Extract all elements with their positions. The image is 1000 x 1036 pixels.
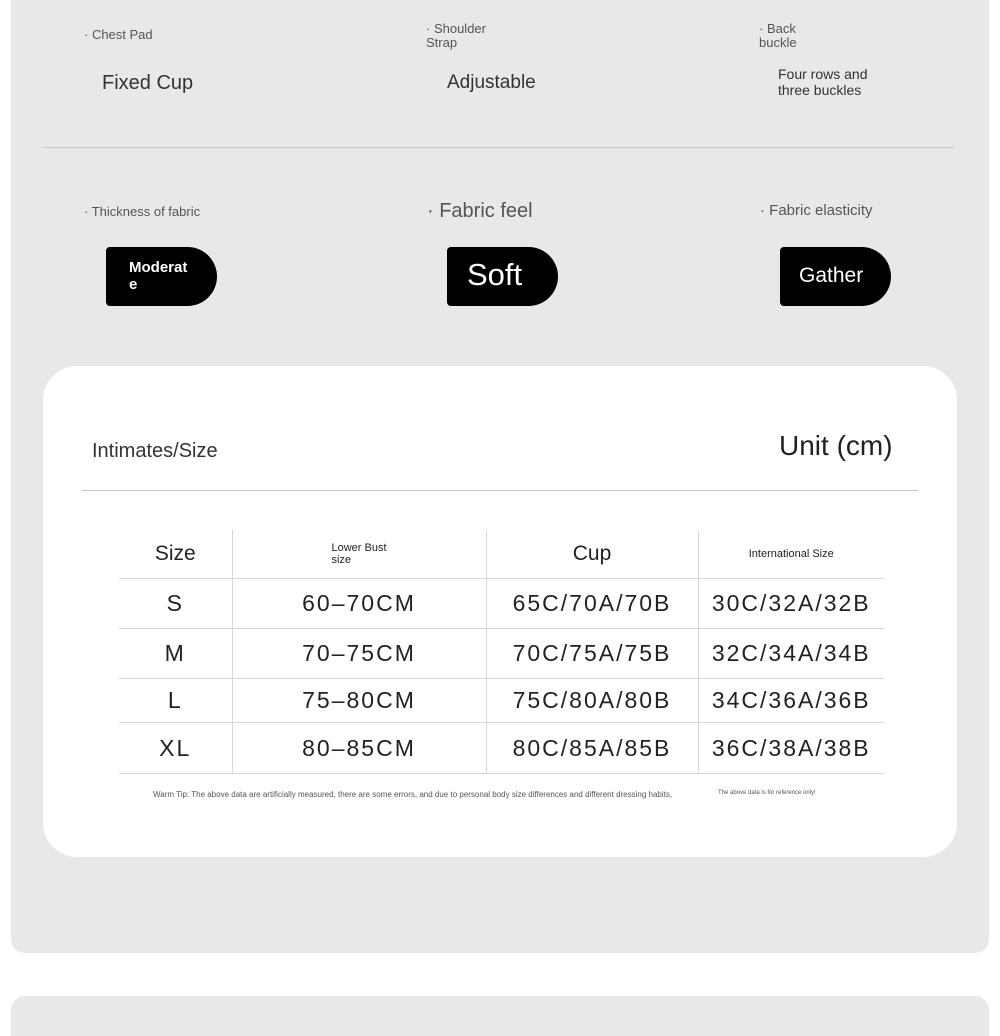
size-chart-title: Intimates/Size [92, 440, 218, 462]
shoulder-strap-label-line2: Strap [426, 35, 458, 50]
size-table [119, 530, 884, 774]
fabric-feel-label: · Fabric feel [427, 200, 533, 222]
fabric-feel-pill: Soft [447, 247, 558, 306]
cell-cup: 80C/85A/85B [486, 723, 698, 774]
back-buckle-label-line2: buckle [759, 35, 797, 50]
table-row [119, 629, 884, 679]
fabric-elasticity-pill: Gather [780, 247, 891, 306]
back-buckle-value [778, 66, 867, 98]
cell-size: XL [119, 723, 232, 774]
header-international-size: International Size [698, 530, 884, 579]
shoulder-strap-label [426, 22, 486, 50]
back-buckle-label [759, 22, 797, 50]
cell-size: M [119, 629, 232, 679]
table-row [119, 579, 884, 629]
cell-lower-bust: 75–80CM [232, 679, 486, 723]
section-divider [43, 147, 955, 148]
cell-lower-bust: 60–70CM [232, 579, 486, 629]
cell-size: S [119, 579, 232, 629]
cell-lower-bust: 80–85CM [232, 723, 486, 774]
warm-tip: Warm Tip: The above data are artificially measured, there are some errors, and due to personal body size differences and different dressing habits, [153, 790, 673, 799]
cell-international: 30C/32A/32B [698, 579, 884, 629]
cell-size: L [119, 679, 232, 723]
header-lower-bust-line2: size [331, 554, 352, 566]
header-size: Size [119, 530, 232, 579]
shoulder-strap-value: Adjustable [447, 72, 536, 93]
chest-pad-value: Fixed Cup [102, 72, 194, 94]
header-cup: Cup [486, 530, 698, 579]
table-row [119, 679, 884, 723]
chest-pad-label: · Chest Pad [84, 27, 153, 42]
back-buckle-value-line1: Four rows and [778, 66, 868, 82]
cell-international: 34C/36A/36B [698, 679, 884, 723]
cell-international: 36C/38A/38B [698, 723, 884, 774]
fabric-thickness-label: · Thickness of fabric [84, 204, 201, 219]
fabric-thickness-pill-line1: Moderat [129, 259, 188, 276]
header-lower-bust-line1: Lower Bust [331, 542, 387, 554]
cell-cup: 75C/80A/80B [486, 679, 698, 723]
cell-international: 32C/34A/34B [698, 629, 884, 679]
back-buckle-label-line1: · Back [759, 21, 796, 36]
fabric-thickness-pill [106, 247, 217, 306]
size-table-header [119, 530, 884, 579]
next-panel-edge [11, 996, 989, 1036]
fabric-thickness-pill-line2: e [129, 276, 138, 293]
shoulder-strap-label-line1: · Shoulder [426, 21, 486, 36]
header-lower-bust [232, 530, 486, 579]
back-buckle-value-line2: three buckles [778, 82, 862, 98]
cell-cup: 65C/70A/70B [486, 579, 698, 629]
card-divider [82, 490, 918, 491]
fabric-elasticity-label: · Fabric elasticity [760, 202, 873, 219]
unit-label: Unit (cm) [779, 430, 893, 461]
table-row [119, 723, 884, 774]
cell-lower-bust: 70–75CM [232, 629, 486, 679]
cell-cup: 70C/75A/75B [486, 629, 698, 679]
reference-note: The above data is for reference only! [718, 790, 816, 796]
